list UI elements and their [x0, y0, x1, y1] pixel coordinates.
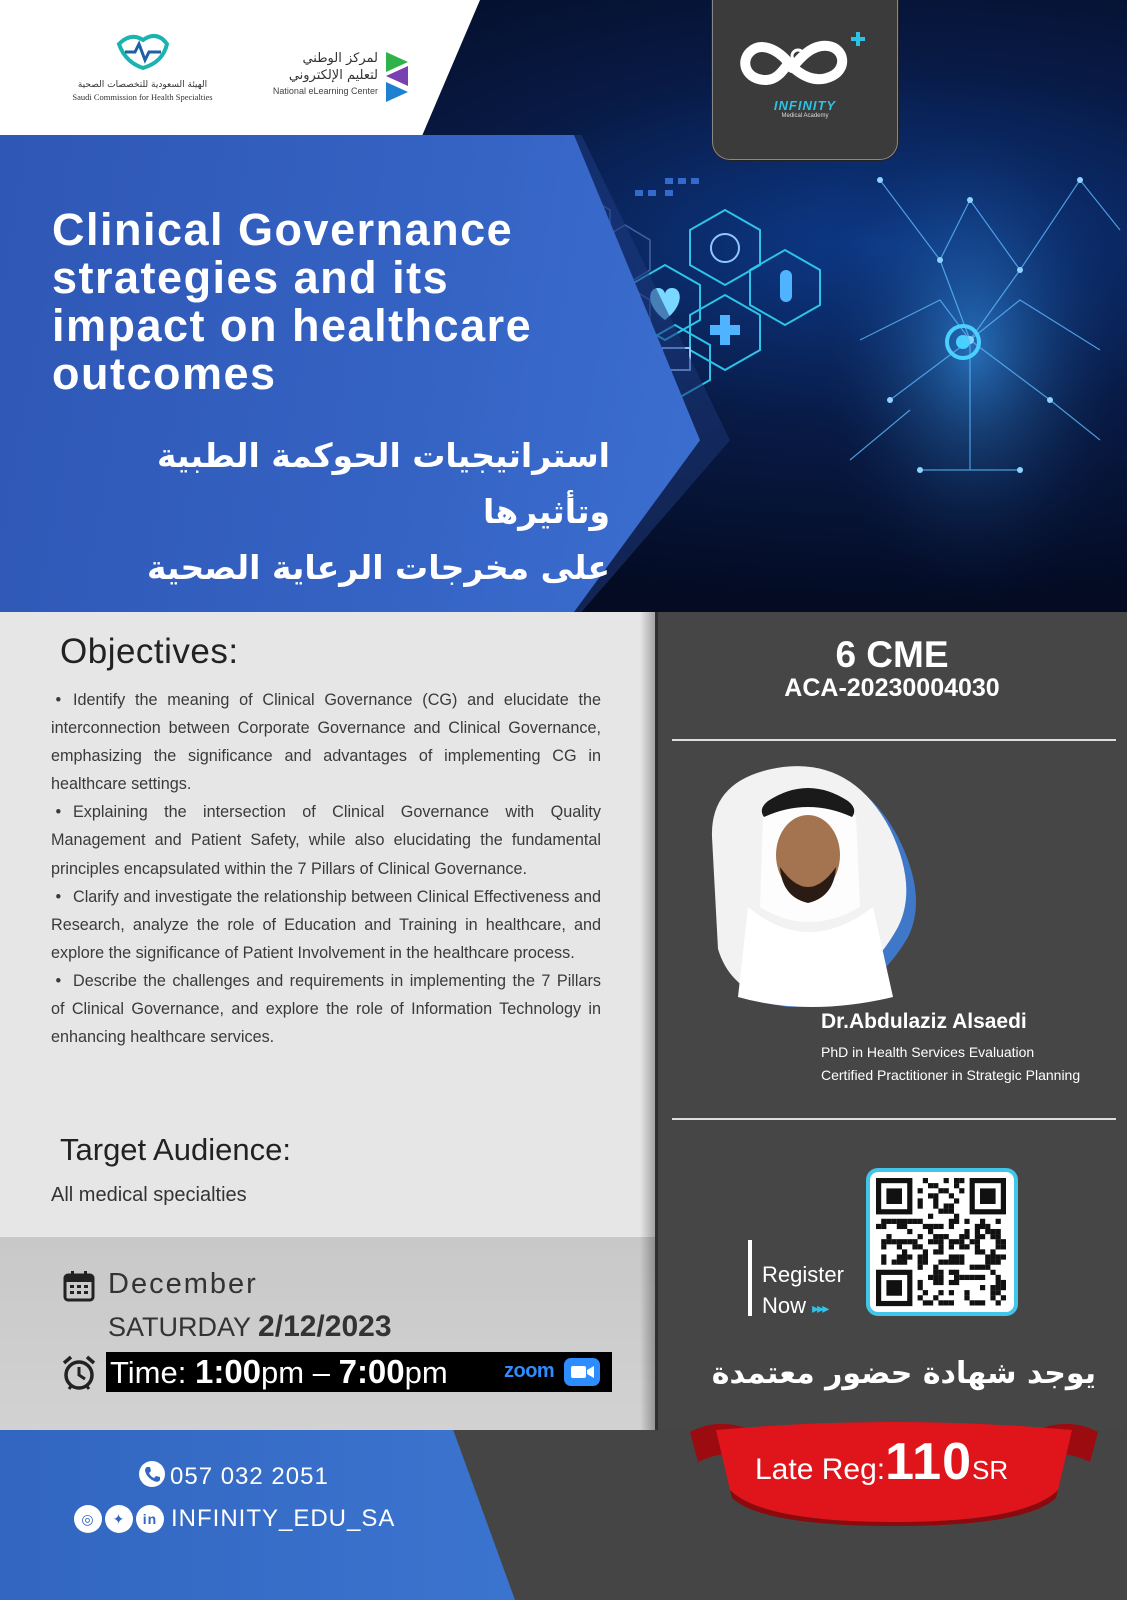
- speaker-name: Dr.Abdulaziz Alsaedi: [821, 1010, 1027, 1033]
- calendar-icon: [63, 1270, 95, 1302]
- nelc-logo-mark: [382, 48, 412, 106]
- divider: [672, 739, 1116, 741]
- sch-logo: [55, 30, 230, 102]
- sch-logo-mark: [113, 30, 173, 74]
- event-date-value: 2/12/2023: [258, 1310, 392, 1343]
- academy-name: INFINITY: [773, 98, 837, 113]
- objectives-heading: Objectives:: [60, 632, 239, 671]
- course-title-en: Clinical Governance strategies and its impact on healthcare outcomes: [52, 204, 533, 399]
- arrow-icon: ▸▸▸: [812, 1300, 828, 1316]
- cme-hours: 6 CME: [835, 634, 949, 675]
- event-time: Time: 1:00pm – 7:00pm: [110, 1353, 448, 1390]
- social-links[interactable]: [74, 1504, 395, 1533]
- zoom-camera-icon: [564, 1358, 600, 1386]
- instagram-icon[interactable]: ◎: [74, 1505, 102, 1533]
- target-audience-value: All medical specialties: [51, 1184, 247, 1206]
- speaker-credential: Certified Practitioner in Strategic Planning: [821, 1067, 1081, 1083]
- late-registration-price: [755, 1432, 1008, 1492]
- register-label: Register: [762, 1262, 844, 1287]
- sch-name-en: Saudi Commission for Health Specialties: [72, 92, 213, 102]
- sch-name-ar: الهيئة السعودية للتخصصات الصحية: [77, 80, 208, 90]
- speaker-photo: [708, 757, 923, 1027]
- objective-item: • Describe the challenges and requirements in implementing the 7 Pillars of Clinical Governance, and explore the role of Information Technology in enhancing healthcare services.: [51, 971, 601, 1047]
- registration-qr-code[interactable]: [866, 1168, 1018, 1316]
- zoom-wordmark: zoom: [504, 1360, 555, 1382]
- twitter-icon[interactable]: ✦: [105, 1505, 133, 1533]
- course-title-ar: [40, 428, 610, 596]
- nelc-logo: [258, 48, 418, 108]
- hero-banner: [0, 0, 1127, 612]
- accreditation-code: ACA-20230004030: [784, 674, 1000, 702]
- course-title-ar-line1: استراتيجيات الحوكمة الطبية وتأثيرها: [156, 436, 610, 531]
- event-month: December: [108, 1268, 258, 1300]
- event-time-bar: [106, 1352, 612, 1392]
- objectives-list: [51, 686, 601, 1051]
- objective-item: • Identify the meaning of Clinical Governance (CG) and elucidate the interconnection between Corporate Governance and Clinical Governance, emphasizing the significance and advantages of implementing CG in healthcare settings.: [51, 691, 601, 794]
- infinity-academy-logo: [712, 0, 898, 160]
- nelc-name-ar-2: لتعليم الإلكتروني: [288, 68, 378, 83]
- speaker-credential: PhD in Health Services Evaluation: [821, 1044, 1035, 1060]
- course-title-ar-line2: على مخرجات الرعاية الصحية: [147, 548, 610, 587]
- linkedin-icon[interactable]: in: [136, 1505, 164, 1533]
- event-weekday: SATURDAY: [108, 1312, 251, 1342]
- divider: [672, 1118, 1116, 1120]
- phone-icon: [138, 1460, 166, 1495]
- infinity-icon: [736, 30, 876, 96]
- price-currency: SR: [971, 1455, 1009, 1485]
- phone-number: 057 032 2051: [170, 1462, 329, 1490]
- medical-figure-illustration: [820, 140, 1127, 610]
- price-label: Late Reg:: [755, 1453, 886, 1486]
- social-handle: INFINITY_EDU_SA: [171, 1504, 396, 1532]
- nelc-name-en: National eLearning Center: [272, 86, 378, 96]
- contact-phone[interactable]: [138, 1460, 329, 1495]
- event-date: [108, 1310, 392, 1344]
- register-now-button[interactable]: [762, 1259, 844, 1324]
- price-amount: 110: [885, 1433, 972, 1491]
- academy-subtitle: Medical Academy: [781, 113, 829, 119]
- certificate-notice: يوجد شهادة حضور معتمدة: [711, 1356, 1096, 1391]
- target-audience-heading: Target Audience:: [60, 1132, 291, 1167]
- objective-item: • Explaining the intersection of Clinical Governance with Quality Management and Patient Safety, while also elucidating the fundamental principles encapsulated within the 7 Pillars of Clinical Governance.: [51, 803, 601, 878]
- objective-item: • Clarify and investigate the relationship between Clinical Effectiveness and Research, analyze the role of Education and Training in healthcare, and explore the significance of Patient Involvement in the healthcare process.: [51, 887, 601, 962]
- register-label-now: Now: [762, 1293, 807, 1318]
- nelc-name-ar-1: لمركز الوطني: [302, 51, 378, 66]
- alarm-clock-icon: [61, 1354, 97, 1392]
